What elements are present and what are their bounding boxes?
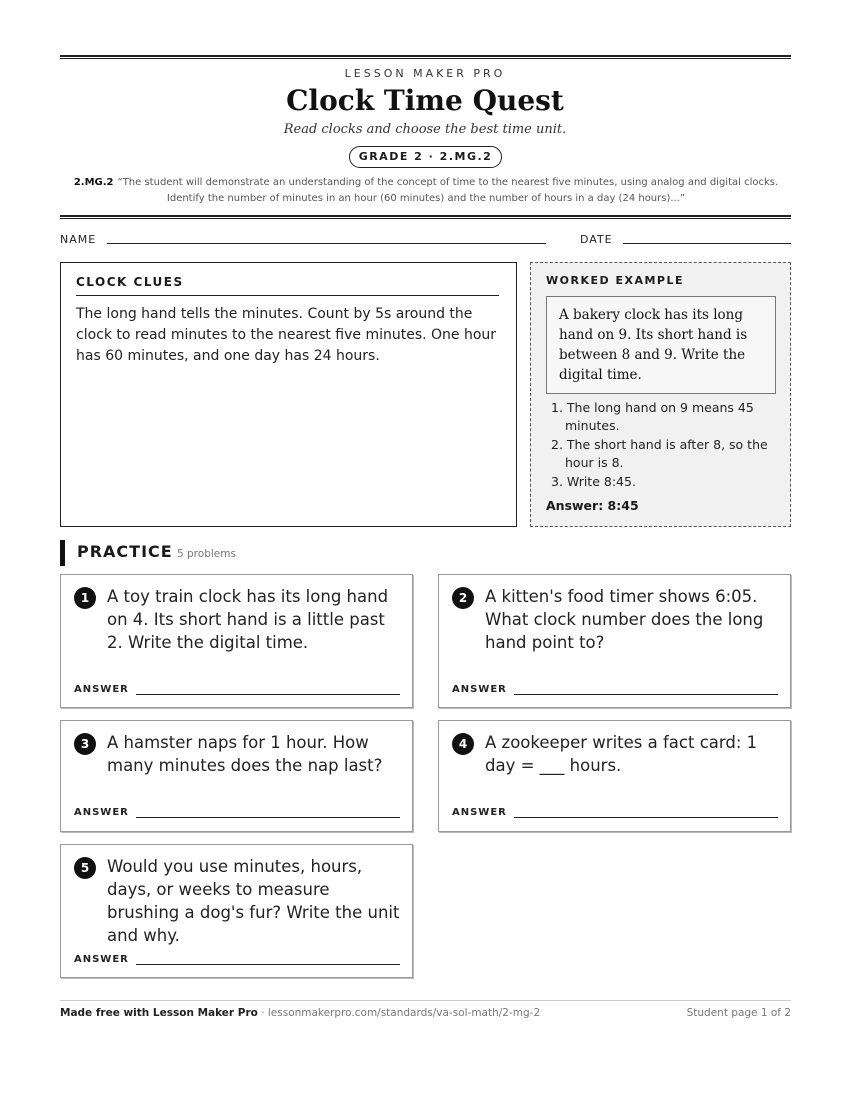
- problem-card-5: [60, 844, 413, 978]
- answer-line[interactable]: [136, 694, 400, 695]
- worked-example-box: [530, 262, 791, 527]
- answer-label: ANSWER: [74, 684, 129, 695]
- answer-label: ANSWER: [452, 807, 507, 818]
- example-step: 2. The short hand is after 8, so the hour is 8.: [551, 437, 768, 470]
- practice-title: PRACTICE: [77, 542, 173, 561]
- example-answer: Answer: 8:45: [546, 498, 639, 513]
- problem-number-badge: 1: [74, 587, 96, 609]
- example-problem: A bakery clock has its long hand on 9. Its short hand is between 8 and 9. Write the digital time.: [546, 296, 776, 394]
- header-rule: [60, 215, 791, 219]
- standard-code: 2.MG.2: [73, 177, 114, 188]
- problem-card-3: [60, 720, 413, 832]
- answer-label: ANSWER: [452, 684, 507, 695]
- problem-number-badge: 2: [452, 587, 474, 609]
- problem-card-1: [60, 574, 413, 708]
- footer-credit: [60, 1007, 540, 1019]
- name-field[interactable]: [107, 243, 546, 244]
- answer-line[interactable]: [136, 964, 400, 965]
- grade-badge: GRADE 2 · 2.MG.2: [349, 146, 502, 168]
- top-rule: [60, 55, 791, 59]
- footer-rule: [60, 1000, 791, 1001]
- standard-description: [70, 175, 782, 207]
- problem-text: A kitten's food timer shows 6:05. What clock number does the long hand point to?: [485, 587, 764, 652]
- problem-number-badge: 5: [74, 857, 96, 879]
- date-field[interactable]: [623, 243, 791, 244]
- footer-url[interactable]: · lessonmakerpro.com/standards/va-sol-math/2-mg-2: [257, 1007, 541, 1019]
- answer-label: ANSWER: [74, 954, 129, 965]
- clock-clues-box: [60, 262, 517, 527]
- problem-text: A toy train clock has its long hand on 4. Its short hand is a little past 2. Write the digital time.: [107, 587, 389, 652]
- problem-text: A hamster naps for 1 hour. How many minutes does the nap last?: [107, 733, 383, 775]
- footer-page-number: Student page 1 of 2: [686, 1007, 791, 1019]
- name-label: NAME: [60, 233, 97, 246]
- problem-card-2: [438, 574, 791, 708]
- answer-line[interactable]: [136, 817, 400, 818]
- practice-accent-bar: [60, 540, 65, 566]
- footer-made-with: Made free with Lesson Maker Pro: [60, 1007, 258, 1019]
- clues-title: CLOCK CLUES: [76, 275, 499, 296]
- brand-label: LESSON MAKER PRO: [344, 67, 506, 80]
- answer-line[interactable]: [514, 694, 778, 695]
- problem-text: A zookeeper writes a fact card: 1 day = ___ hours.: [485, 733, 758, 775]
- standard-text: “The student will demonstrate an understanding of the concept of time to the nearest five minutes, using analog and digital clocks. Identify the number of minutes in an hour (60 minutes) and the number of hours in a day (24 hours)...”: [117, 177, 779, 204]
- answer-line[interactable]: [514, 817, 778, 818]
- practice-count: 5 problems: [177, 548, 236, 560]
- problem-card-4: [438, 720, 791, 832]
- clues-body: The long hand tells the minutes. Count by 5s around the clock to read minutes to the nearest five minutes. One hour has 60 minutes, and one day has 24 hours.: [76, 306, 497, 364]
- answer-label: ANSWER: [74, 807, 129, 818]
- page-subtitle: Read clocks and choose the best time unit.: [283, 122, 567, 137]
- page-title: Clock Time Quest: [286, 84, 564, 117]
- problem-number-badge: 3: [74, 733, 96, 755]
- example-step: 3. Write 8:45.: [551, 474, 636, 489]
- example-step: 1. The long hand on 9 means 45 minutes.: [551, 400, 754, 433]
- problem-number-badge: 4: [452, 733, 474, 755]
- problem-text: Would you use minutes, hours, days, or weeks to measure brushing a dog's fur? Write the unit and why.: [107, 857, 400, 945]
- example-steps: [551, 399, 781, 492]
- date-label: DATE: [580, 233, 613, 246]
- example-title: WORKED EXAMPLE: [546, 274, 684, 287]
